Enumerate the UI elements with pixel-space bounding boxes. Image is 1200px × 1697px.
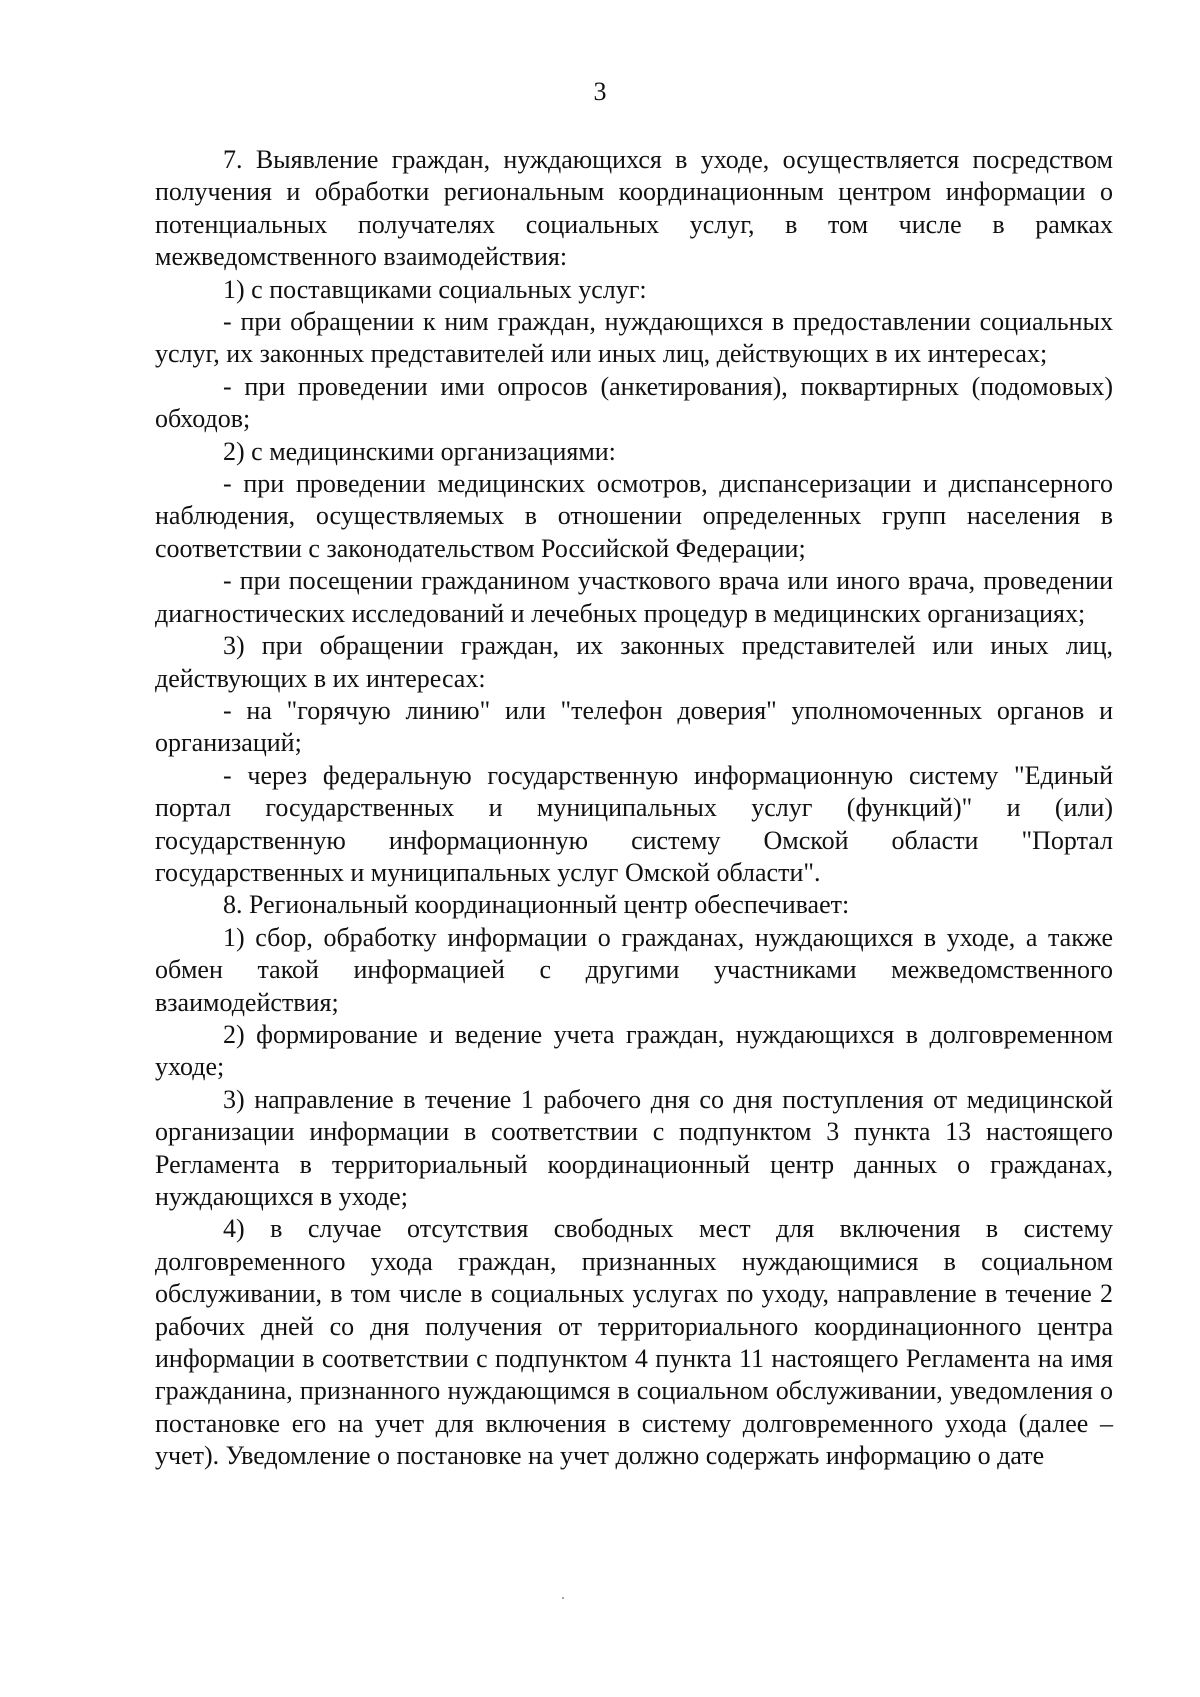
list-item-8-3: 3) направление в течение 1 рабочего дня со дня поступления от медицинской организации информации в соответствии с подпунктом 3 пункта 13 настоящего Регламента в территориальный координационный центр данных о гражданах, нуждающихся в уходе; bbox=[155, 1084, 1113, 1211]
list-item-8-4: 4) в случае отсутствия свободных мест для включения в систему долговременного ухода граждан, признанных нуждающимися в социальном обслуживании, в том числе в социальных услугах по уходу, направление в течение 2 рабочих дней со дня получения от территориального координационного центра информации в соответствии с подпунктом 4 пункта 11 настоящего Регламента на имя гражданина, признанного нуждающимся в социальном обслуживании, уведомления о постановке его на учет для включения в систему долговременного ухода (далее – учет). Уведомление о постановке на учет должно содержать информацию о дате bbox=[155, 1214, 1113, 1471]
page-number: 3 bbox=[593, 77, 607, 106]
list-item-2-medical: 2) с медицинскими организациями: bbox=[223, 436, 616, 466]
list-item-dash-hotline: - на "горячую линию" или "телефон доверия" уполномоченных органов и организаций; bbox=[155, 695, 1113, 758]
list-item-8-2: 2) формирование и ведение учета граждан, нуждающихся в долговременном уходе; bbox=[155, 1019, 1113, 1082]
list-item-8-1: 1) сбор, обработку информации о гражданах, нуждающихся в уходе, а также обмен такой информацией с другими участниками межведомственного взаимодействия; bbox=[155, 922, 1113, 1017]
list-item-dash-doctor-visit: - при посещении гражданином участкового врача или иного врача, проведении диагностических исследований и лечебных процедур в медицинских организациях; bbox=[155, 566, 1113, 628]
list-item-dash-surveys: - при проведении ими опросов (анкетирования), поквартирных (подомовых) обходов; bbox=[155, 371, 1113, 434]
list-item-3-citizens: 3) при обращении граждан, их законных представителей или иных лиц, действующих в их интересах: bbox=[155, 631, 1113, 693]
scan-speck bbox=[562, 1597, 564, 1599]
paragraph-7: 7. Выявление граждан, нуждающихся в уходе, осуществляется посредством получения и обработки региональным координационным центром информации о потенциальных получателях социальных услуг, в том числе в рамках межведомственного взаимодействия: bbox=[155, 145, 1113, 272]
paragraph-8: 8. Региональный координационный центр обеспечивает: bbox=[223, 890, 850, 920]
list-item-1-providers: 1) с поставщиками социальных услуг: bbox=[223, 274, 647, 304]
document-body bbox=[155, 144, 1113, 1473]
list-item-dash-appeal: - при обращении к ним граждан, нуждающихся в предоставлении социальных услуг, их законных представителей или иных лиц, действующих в их интересах; bbox=[155, 307, 1113, 369]
list-item-dash-examinations: - при проведении медицинских осмотров, диспансеризации и диспансерного наблюдения, осуществляемых в отношении определенных групп населения в соответствии с законодательством Российской Федерации; bbox=[155, 469, 1113, 563]
list-item-dash-portal: - через федеральную государственную информационную систему "Единый портал государственных и муниципальных услуг (функций)" и (или) государственную информационную систему Омской области "Портал государственных и муниципальных услуг Омской области". bbox=[155, 760, 1113, 887]
